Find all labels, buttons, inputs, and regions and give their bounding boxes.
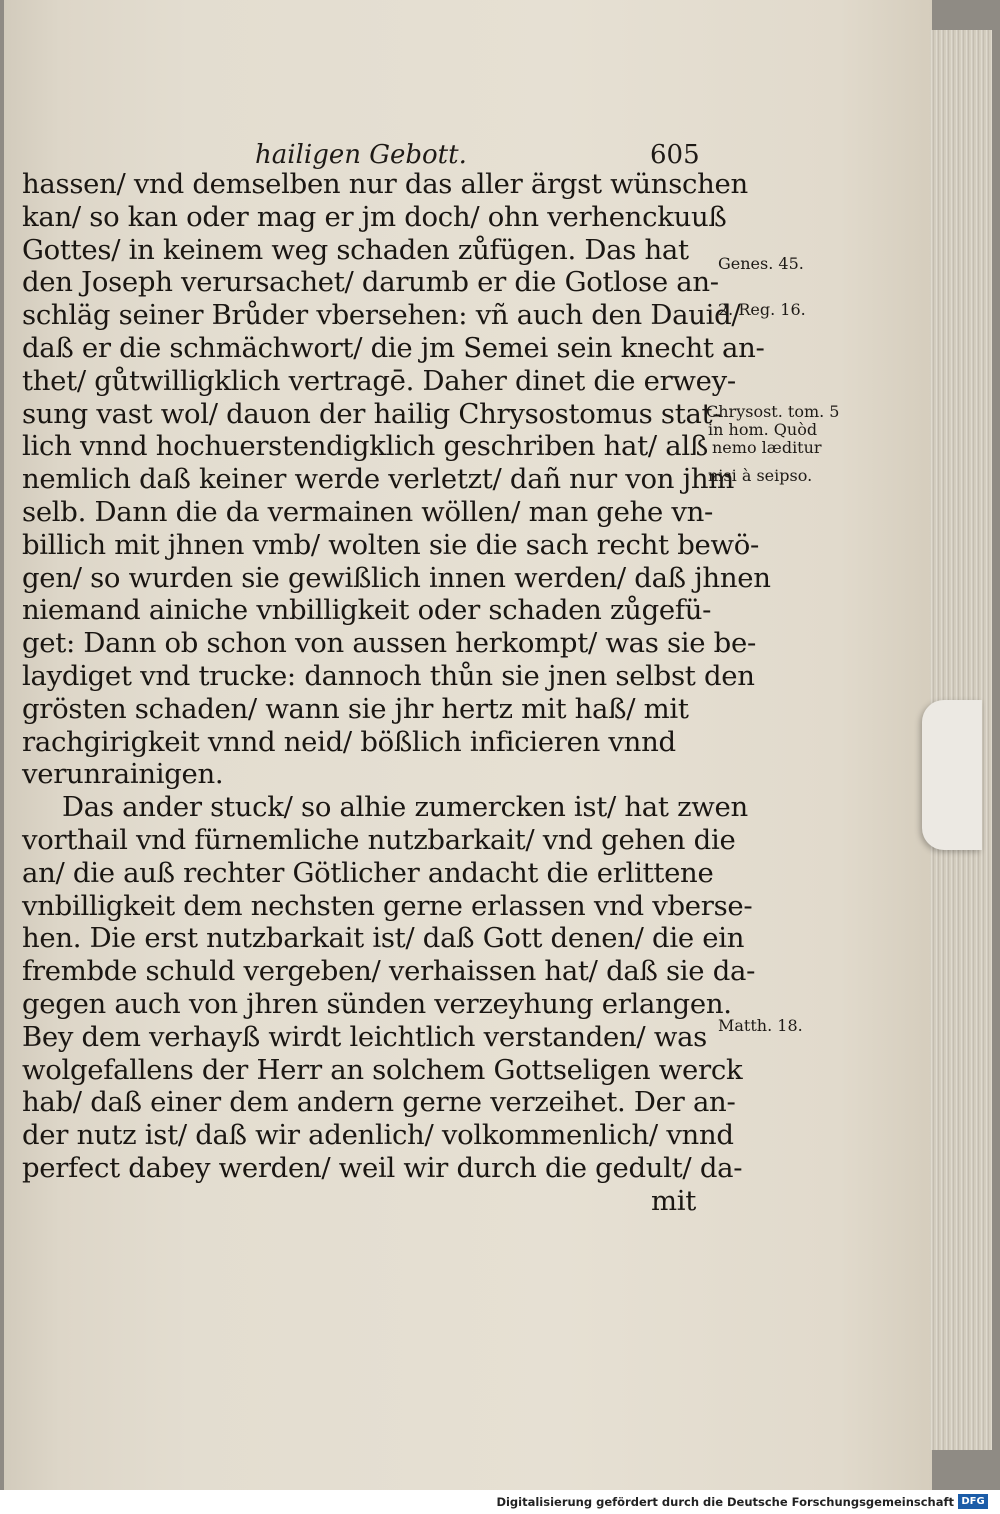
text-line: billich mit jhnen vmb/ wolten sie die sach recht bewö- — [22, 528, 759, 561]
text-line: sung vast wol/ dauon der hailig Chrysostomus stat- — [22, 397, 722, 430]
text-line: thet/ gůtwilligklich vertragē. Daher dinet die erwey- — [22, 364, 736, 397]
text-line: hen. Die erst nutzbarkait ist/ daß Gott denen/ die ein — [22, 922, 745, 955]
text-line: an/ die auß rechter Götlicher andacht die erlittene — [22, 856, 714, 889]
text-line: der nutz ist/ daß wir adenlich/ volkommenlich/ vnnd — [22, 1119, 734, 1152]
bookmark-tab — [922, 700, 982, 850]
text-line: niemand ainiche vnbilligkeit oder schaden zůgefü- — [22, 594, 712, 627]
text-line: vnbilligkeit dem nechsten gerne erlassen vnd vberse- — [22, 889, 753, 922]
marginal-note: 2. Reg. 16. — [718, 300, 806, 319]
marginal-note: nisi à seipso. — [708, 466, 813, 485]
text-line: grösten schaden/ wann sie jhr hertz mit haß/ mit — [22, 692, 689, 725]
text-line: verunrainigen. — [22, 758, 224, 791]
text-line: gen/ so wurden sie gewißlich innen werden/ daß jhnen — [22, 561, 771, 594]
text-line: den Joseph verursachet/ darumb er die Gotlose an- — [22, 266, 719, 299]
running-head: hailigen Gebott. — [255, 140, 467, 170]
text-line: Gottes/ in keinem weg schaden zůfügen. Das hat — [22, 233, 689, 266]
text-line: get: Dann ob schon von aussen herkompt/ was sie be- — [22, 627, 756, 660]
text-line: vorthail vnd fürnemliche nutzbarkait/ vnd gehen die — [22, 823, 736, 856]
text-line: wolgefallens der Herr an solchem Gottseligen werck — [22, 1053, 743, 1086]
footer-bar — [0, 1490, 1000, 1514]
text-line: nemlich daß keiner werde verletzt/ dañ nur von jhm — [22, 463, 735, 496]
catchword: mit — [650, 1184, 696, 1217]
marginal-note: Genes. 45. — [718, 254, 804, 273]
text-line: frembde schuld vergeben/ verhaissen hat/ daß sie da- — [22, 955, 756, 988]
text-line: selb. Dann die da vermainen wöllen/ man gehe vn- — [22, 495, 714, 528]
text-line: daß er die schmächwort/ die jm Semei sein knecht an- — [22, 331, 765, 364]
text-line: gegen auch von jhren sünden verzeyhung erlangen. — [22, 987, 732, 1020]
text-line: schläg seiner Brůder vbersehen: vñ auch den Dauid/ — [22, 299, 741, 332]
text-line: perfect dabey werden/ weil wir durch die gedult/ da- — [22, 1151, 743, 1184]
text-line: rachgirigkeit vnnd neid/ bößlich inficieren vnnd — [22, 725, 676, 758]
page-number: 605 — [650, 140, 700, 170]
marginal-note: Chrysost. tom. 5 — [706, 402, 840, 421]
text-line: Bey dem verhayß wirdt leichtlich verstanden/ was — [22, 1020, 707, 1053]
text-line: hassen/ vnd demselben nur das aller ärgst wünschen — [22, 168, 748, 200]
marginal-note: nemo læditur — [712, 438, 822, 457]
dfg-logo: DFG — [958, 1494, 988, 1509]
marginal-note: Matth. 18. — [718, 1016, 803, 1035]
text-line: lich vnnd hochuerstendigklich geschriben hat/ alß — [22, 430, 708, 463]
text-line: kan/ so kan oder mag er jm doch/ ohn verhenckuuß — [22, 200, 727, 233]
text-line: laydiget vnd trucke: dannoch thůn sie jnen selbst den — [22, 659, 755, 692]
marginal-note: in hom. Quòd — [708, 420, 818, 439]
text-line: Das ander stuck/ so alhie zumercken ist/ hat zwen — [62, 791, 748, 824]
text-line: hab/ daß einer dem andern gerne verzeihet. Der an- — [22, 1086, 736, 1119]
funding-credit: Digitalisierung gefördert durch die Deutsche Forschungsgemeinschaft — [496, 1495, 954, 1509]
